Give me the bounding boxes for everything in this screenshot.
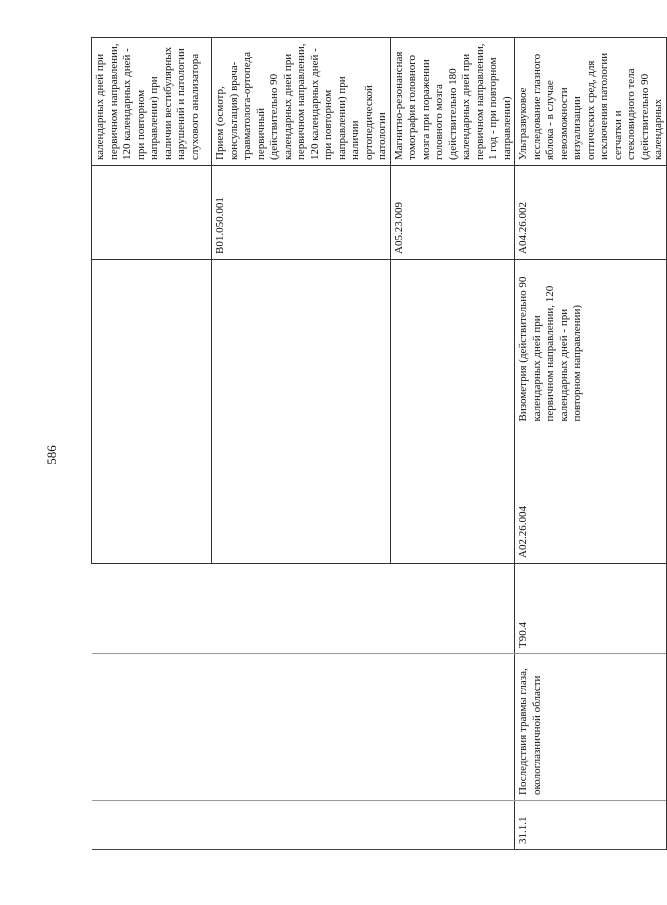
row-number-cell — [390, 801, 515, 850]
service-name-cell — [212, 260, 391, 427]
service-code-cell — [390, 427, 515, 564]
service-name-cell: Магнитно-резонансная томография головного мозга при поражении головного мозга (действительно 180 календарных дней при первичном направлении, 1 год - при повторном направлении) — [390, 38, 515, 166]
table-row — [92, 38, 212, 850]
service-code-cell — [92, 166, 212, 260]
service-code-cell: B01.050.001 — [212, 166, 391, 260]
row-number-cell — [92, 801, 212, 850]
diagnosis-name-cell — [212, 654, 391, 801]
service-name-cell — [390, 260, 515, 427]
row-number-cell: 31.1.1 — [515, 801, 667, 850]
service-name-cell — [92, 260, 212, 427]
service-name-cell: Визометрия (действительно 90 календарных дней при первичном направлении, 120 календарных дней - при повторном направлении) — [515, 260, 667, 427]
diagnosis-name-cell — [390, 654, 515, 801]
document-table — [91, 37, 667, 850]
table-row — [390, 38, 515, 850]
service-code-cell: A04.26.002 — [515, 166, 667, 260]
diagnosis-code-cell — [390, 564, 515, 654]
service-name-cell: Ультразвуковое исследование глазного яблока - в случае невозможности визуализации оптических сред, для исключения патологии сетчатки и стекловидного тела (действительно 90 календарных — [515, 38, 667, 166]
row-number-cell — [212, 801, 391, 850]
service-code-cell — [92, 427, 212, 564]
diagnosis-name-cell — [92, 654, 212, 801]
service-code-cell: A05.23.009 — [390, 166, 515, 260]
table-row — [212, 38, 391, 850]
service-code-cell: A02.26.004 — [515, 427, 667, 564]
service-code-cell — [212, 427, 391, 564]
diagnosis-name-cell: Последствия травмы глаза, окологлазничной области — [515, 654, 667, 801]
page-number: 586 — [44, 445, 59, 465]
service-name-cell: Прием (осмотр, консультация) врача-травматолога-ортопеда первичный (действительно 90 календарных дней при первичном направлении, 120 календарных дней - при повторном направлении) при наличии ортопедической патологии — [212, 38, 391, 166]
diagnosis-code-cell — [92, 564, 212, 654]
document-table-container — [91, 38, 664, 850]
service-name-cell: календарных дней при первичном направлении, 120 календарных дней - при повторном направлении) при наличии вестибулярных нарушений и патологии слухового анализатора — [92, 38, 212, 166]
diagnosis-code-cell — [212, 564, 391, 654]
table-row — [515, 38, 667, 850]
diagnosis-code-cell: T90.4 — [515, 564, 667, 654]
